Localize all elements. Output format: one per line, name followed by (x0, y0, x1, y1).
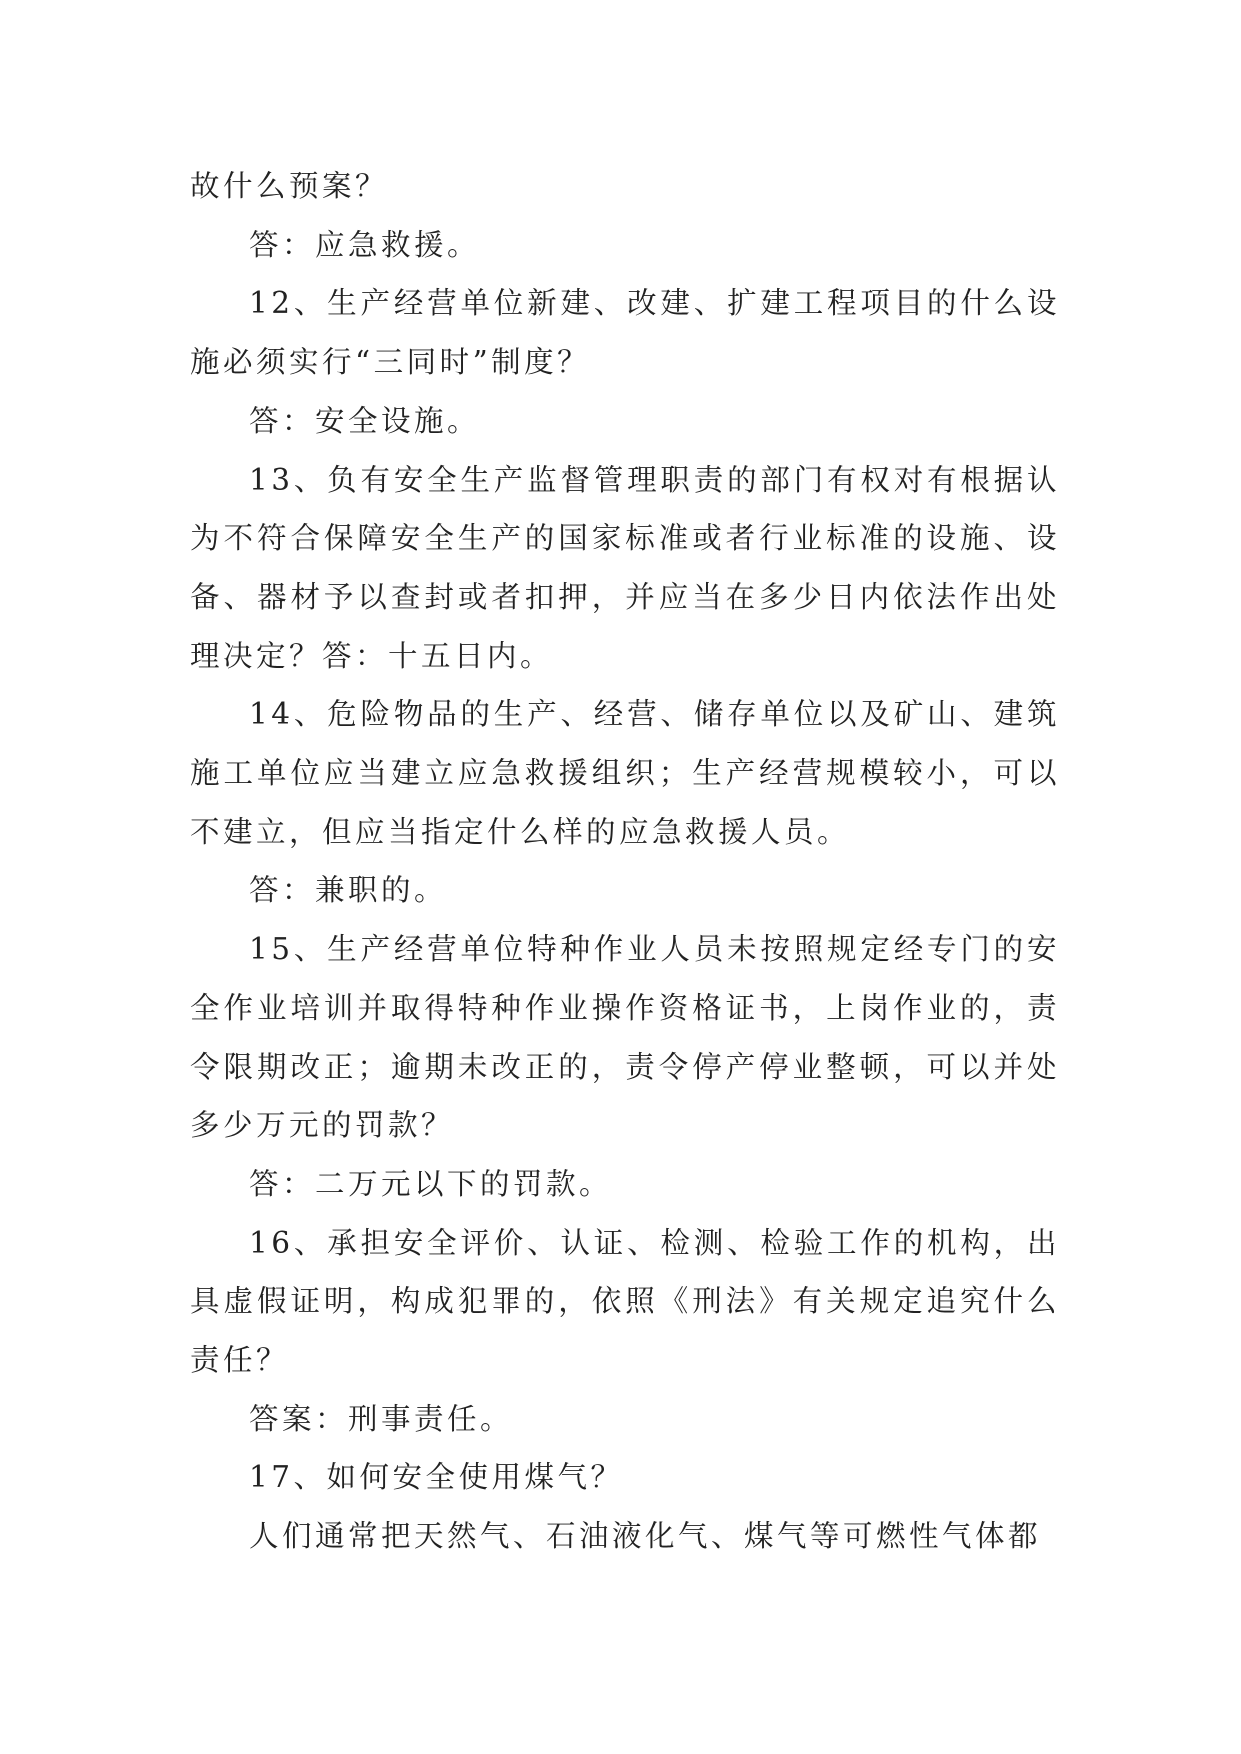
paragraph: 17、如何安全使用煤气？ (249, 1460, 624, 1495)
paragraph: 答：安全设施。 (249, 403, 481, 438)
paragraph: 答案：刑事责任。 (249, 1401, 514, 1436)
paragraph: 人们通常把天然气、石油液化气、煤气等可燃性气体都 (249, 1519, 1042, 1554)
paragraph: 14、危险物品的生产、经营、储存单位以及矿山、建筑施工单位应当建立应急救援组织；生产经营规模较小，可以不建立，但应当指定什么样的应急救援人员。 (190, 697, 1060, 849)
body-text (190, 157, 1060, 1566)
paragraph: 15、生产经营单位特种作业人员未按照规定经专门的安全作业培训并取得特种作业操作资格证书，上岗作业的，责令限期改正；逾期未改正的，责令停产停业整顿，可以并处多少万元的罚款？ (190, 932, 1060, 1143)
paragraph: 答：兼职的。 (249, 873, 448, 908)
paragraph: 13、负有安全生产监督管理职责的部门有权对有根据认为不符合保障安全生产的国家标准或者行业标准的设施、设备、器材予以查封或者扣押，并应当在多少日内依法作出处理决定？答：十五日内。 (190, 462, 1060, 673)
paragraph: 12、生产经营单位新建、改建、扩建工程项目的什么设施必须实行“三同时”制度？ (190, 286, 1060, 380)
paragraph: 答：应急救援。 (249, 227, 481, 262)
paragraph: 16、承担安全评价、认证、检测、检验工作的机构，出具虚假证明，构成犯罪的，依照《刑法》有关规定追究什么责任？ (190, 1225, 1060, 1378)
paragraph: 故什么预案？ (190, 169, 389, 203)
paragraph: 答：二万元以下的罚款。 (249, 1166, 613, 1201)
